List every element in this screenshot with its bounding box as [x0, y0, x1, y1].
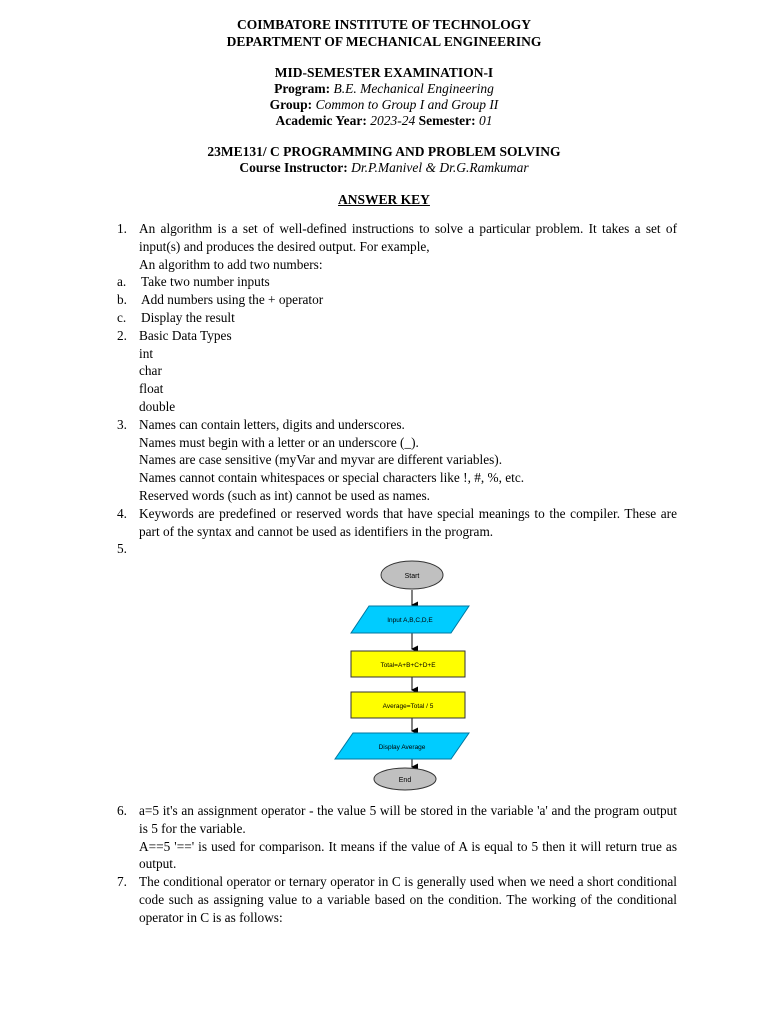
answer-6-assignment: a=5 it's an assignment operator - the value 5 will be stored in the variable 'a' and the program output is 5 for the variable. [139, 803, 677, 836]
step-text: Take two number inputs [141, 274, 270, 290]
group-line [0, 97, 768, 113]
answer-number: 2. [117, 327, 127, 343]
semester-value: 01 [478, 113, 493, 128]
program-value: B.E. Mechanical Engineering [333, 81, 494, 96]
answer-6-comparison: A==5 '==' is used for comparison. It means if the value of A is equal to 5 then it will return true as output. [139, 838, 677, 872]
answer-4-text: Keywords are predefined or reserved words that have special meanings to the compiler. These are part of the syntax and cannot be used as identifiers in the program. [139, 505, 677, 539]
flow-total-label: Total=A+B+C+D+E [380, 662, 436, 669]
data-type: char [139, 363, 162, 379]
answer-number: 5. [117, 541, 127, 557]
year-value: 2023-24 [370, 113, 416, 128]
step-letter: b. [117, 292, 127, 308]
academic-year-line [0, 113, 768, 129]
flow-start-label: Start [404, 573, 420, 580]
average-flowchart [333, 556, 477, 796]
answer-7-text: The conditional operator or ternary operator in C is generally used when we need a short conditional code such as assigning value to a variable based on the condition. The working of the conditional operator in C is as follows: [139, 874, 677, 925]
step-letter: c. [117, 309, 127, 325]
answer-key-heading: ANSWER KEY [338, 192, 430, 207]
exam-title: MID-SEMESTER EXAMINATION-I [274, 65, 494, 80]
flowchart-svg [333, 556, 477, 796]
data-type: double [139, 398, 176, 414]
instructor-line [0, 160, 768, 176]
data-type: float [139, 381, 164, 397]
naming-rule: Names can contain letters, digits and underscores. [139, 416, 405, 432]
naming-rule: Names cannot contain whitespaces or special characters like !, #, %, etc. [139, 470, 525, 486]
year-label: Academic Year: [275, 113, 367, 128]
answer-number: 4. [117, 505, 127, 521]
flow-average-label: Average=Total / 5 [382, 703, 434, 710]
answer-1-text: An algorithm is a set of well-defined instructions to solve a particular problem. It takes a set of input(s) and produces the desired output. For example, [139, 221, 677, 254]
flow-end-label: End [398, 777, 412, 784]
semester-label: Semester: [418, 113, 476, 128]
answers-list [117, 220, 677, 558]
answer-6 [117, 802, 677, 873]
answer-1 [117, 220, 677, 273]
program-line [0, 81, 768, 97]
answer-number: 1. [117, 221, 127, 236]
answer-2-title: Basic Data Types [139, 327, 232, 343]
institute-name: COIMBATORE INSTITUTE OF TECHNOLOGY [237, 17, 531, 32]
flow-input-label: Input A,B,C,D,E [387, 617, 433, 624]
answer-7 [117, 873, 677, 926]
answer-1-step [117, 309, 677, 327]
answer-number: 6. [117, 803, 127, 818]
group-label: Group: [269, 97, 313, 112]
answer-1-step [117, 291, 677, 309]
naming-rule: Names must begin with a letter or an underscore (_). [139, 434, 419, 450]
answers-list-continued [117, 802, 677, 927]
program-label: Program: [274, 81, 331, 96]
course-title: 23ME131/ C PROGRAMMING AND PROBLEM SOLVING [207, 144, 561, 159]
step-text: Add numbers using the + operator [141, 292, 324, 308]
answer-4 [117, 505, 677, 541]
flow-display-label: Display Average [378, 744, 426, 751]
answer-1-step [117, 273, 677, 291]
data-type: int [139, 345, 154, 361]
answer-number: 3. [117, 416, 127, 432]
answer-number: 7. [117, 874, 127, 890]
answer-2 [117, 327, 677, 416]
naming-rule: Reserved words (such as int) cannot be used as names. [139, 487, 430, 503]
answer-3 [117, 416, 677, 505]
department-name: DEPARTMENT OF MECHANICAL ENGINEERING [226, 34, 542, 49]
instructor-value: Dr.P.Manivel & Dr.G.Ramkumar [351, 160, 529, 175]
group-value: Common to Group I and Group II [315, 97, 499, 112]
answer-1-example-intro: An algorithm to add two numbers: [139, 256, 323, 272]
instructor-label: Course Instructor: [239, 160, 348, 175]
step-text: Display the result [141, 309, 235, 325]
naming-rule: Names are case sensitive (myVar and myvar are different variables). [139, 452, 503, 468]
step-letter: a. [117, 274, 127, 290]
